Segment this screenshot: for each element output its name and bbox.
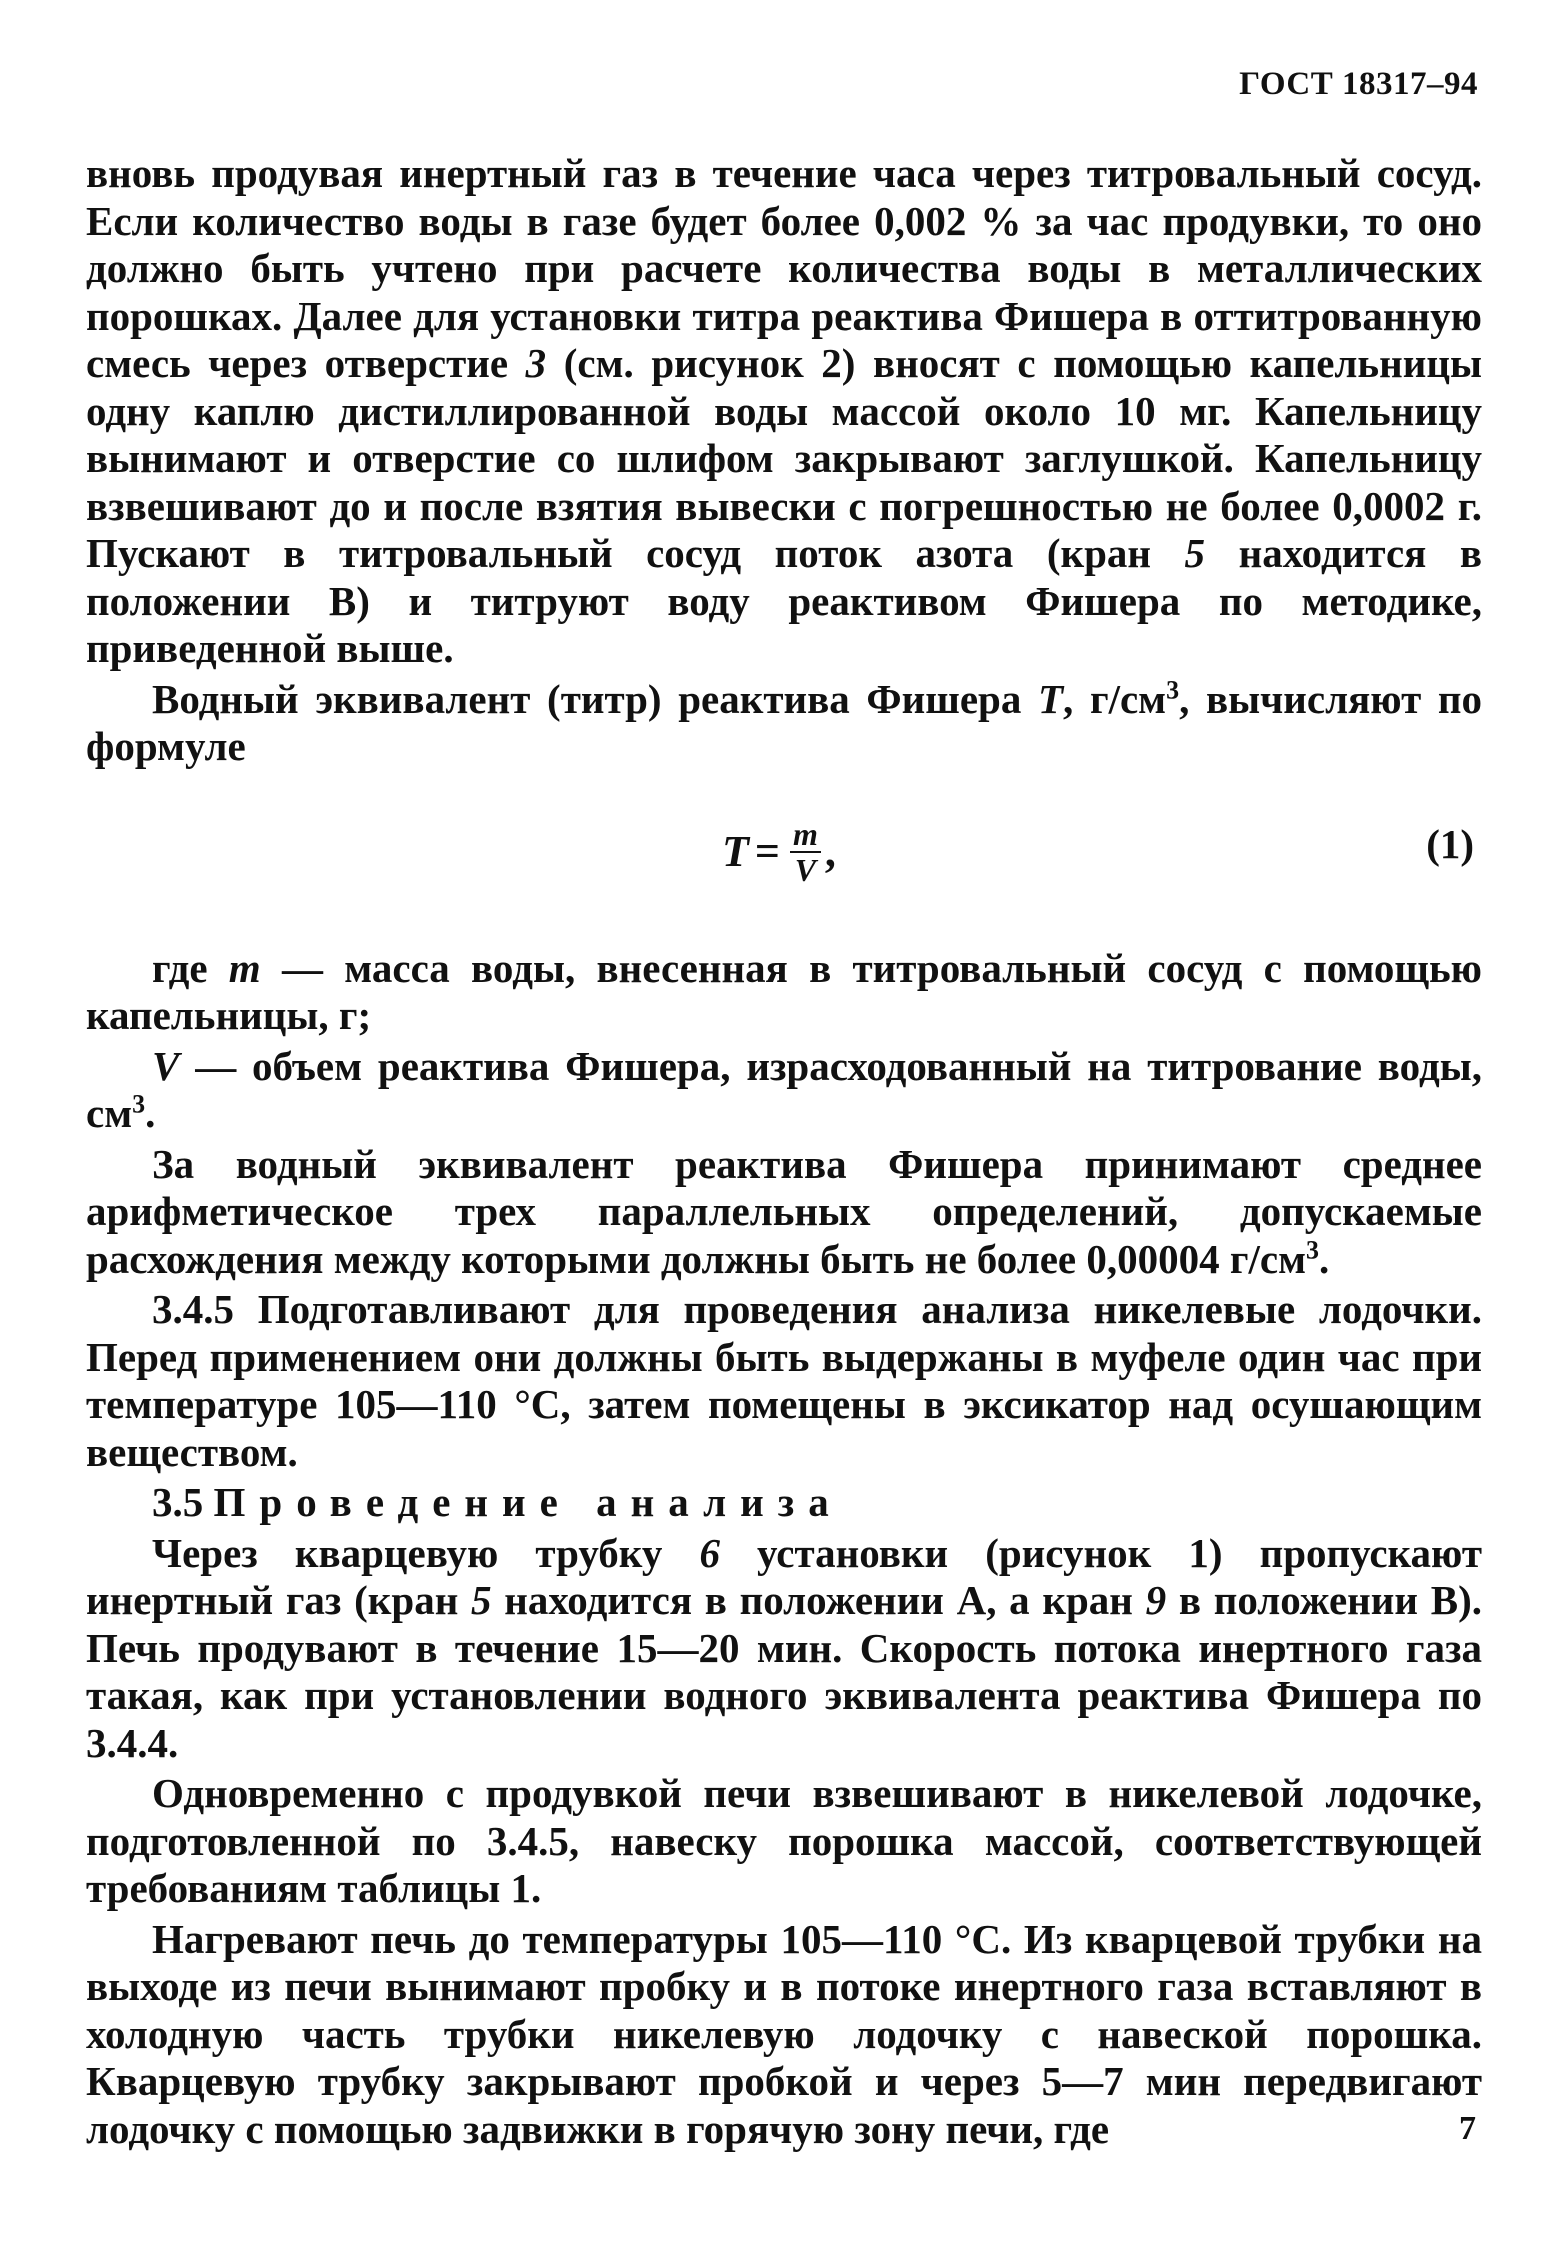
formula-block (86, 795, 1482, 935)
page-number: 7 (1459, 2110, 1476, 2147)
definition-v: V — объем реактива Фишера, израсходованный на титрование воды, $см^3$. (86, 1042, 1482, 1136)
paragraph-7: Нагревают печь до температуры 105—110 °С. Из кварцевой трубки на выходе из печи вынимают пробку и в потоке инертного газа вставляют в холодную часть трубки никелевую лодочку с навеской порошка. Кварцевую трубку закрывают пробкой и через 5—7 мин передвигают лодочку с помощью задвижки в горячую зону печи, где (86, 1915, 1482, 2152)
definition-m: где m — масса воды, внесенная в титровальный сосуд с помощью капельницы, г; (86, 944, 1482, 1038)
formula-number: (1) (1426, 820, 1474, 867)
paragraph-3-4-5: 3.4.5 Подготавливают для проведения анализа никелевые лодочки. Перед применением они должны быть выдержаны в муфеле один час при температуре 105—110 °С, затем помещены в эксикатор над осушающим веществом. (86, 1286, 1482, 1475)
section-heading: 3.5 Проведение анализа (152, 1479, 843, 1525)
fraction: $\frac{m}{V}$ (790, 817, 821, 887)
paragraph-5: Через кварцевую трубку 6 установки (рисунок 1) пропускают инертный газ (кран 5 находится в положении А, а кран 9 в положении В). Печь продувают в течение 15—20 мин. Скорость потока инертного газа такая, как при установлении водного эквивалента реактива Фишера по 3.4.4. (86, 1529, 1482, 1766)
body-text (86, 150, 1482, 2156)
document-code-header: ГОСТ 18317–94 (1239, 66, 1478, 102)
paragraph-1: вновь продувая инертный газ в течение часа через титровальный сосуд. Если количество воды в газе будет более 0,002 % за час продувки, то оно должно быть учтено при расчете количества воды в металлических порошках. Далее для установки титра реактива Фишера в оттитрованную смесь через отверстие 3 (см. рисунок 2) вносят с помощью капельницы одну каплю дистиллированной воды массой около 10 мг. Капельницу вынимают и отверстие со шлифом закрывают заглушкой. Капельницу взвешивают до и после взятия вывески с погрешностью не более 0,0002 г. Пускают в титровальный сосуд поток азота (кран 5 находится в положении В) и титруют воду реактивом Фишера по методике, приведенной выше. (86, 150, 1482, 671)
paragraph-6: Одновременно с продувкой печи взвешивают в никелевой лодочке, подготовленной по 3.4.5, навеску порошка массой, соответствующей требованиям таблицы 1. (86, 1770, 1482, 1911)
paragraph-3: За водный эквивалент реактива Фишера принимают среднее арифметическое трех параллельных определений, допускаемые расхождения между которыми должны быть не более 0,00004 $г/см^3$. (86, 1140, 1482, 1282)
paragraph-2: Водный эквивалент (титр) реактива Фишера T, $г/см^3$, вычисляют по формуле (86, 674, 1482, 769)
formula: T = $\frac{m}{V}$ , (722, 815, 836, 888)
